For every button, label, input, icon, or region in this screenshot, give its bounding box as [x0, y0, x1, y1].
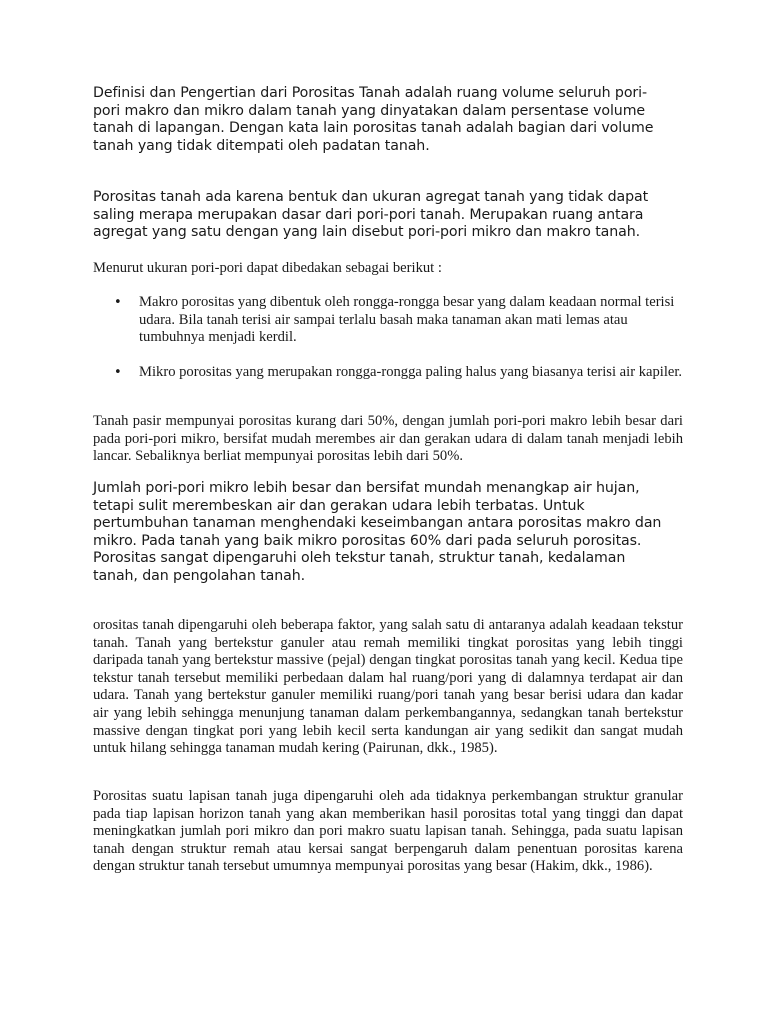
paragraph-structure-factors: Porositas suatu lapisan tanah juga dipengaruhi oleh ada tidaknya perkembangan struktur granular pada tiap lapisan horizon tanah yang akan memberikan hasil porositas total yang tinggi dan dapat meningkatkan jumlah pori mikro dan pori makro suatu lapisan tanah. Sehingga, pada suatu lapisan tanah dengan struktur remah atau kersai sangat berpengaruh dalam penentuan porositas karena dengan struktur tanah tersebut umumnya mempunyai porositas yang besar (Hakim, dkk., 1986). — [93, 788, 683, 875]
list-item-text: Makro porositas yang dibentuk oleh rongga-rongga besar yang dalam keadaan normal terisi udara. Bila tanah terisi air sampai terlalu basah maka tanaman akan mati lemas atau tumbuhnya menjadi kerdil. — [139, 294, 675, 346]
paragraph-definition: Definisi dan Pengertian dari Porositas Tanah adalah ruang volume seluruh pori-pori makro dan mikro dalam tanah yang dinyatakan dalam persentase volume tanah di lapangan. Dengan kata lain porositas tanah adalah bagian dari volume tanah yang tidak ditempati oleh padatan tanah. — [93, 85, 654, 154]
paragraph-micro-pores: Jumlah pori-pori mikro lebih besar dan bersifat mundah menangkap air hujan, tetapi sulit merembeskan air dan gerakan udara lebih terbatas. Untuk pertumbuhan tanaman menghendaki keseimbangan antara porositas makro dan mikro. Pada tanah yang baik mikro porositas 60% dari pada seluruh porositas. Porositas sangat dipengaruhi oleh tekstur tanah, struktur tanah, kedalaman tanah, dan pengolahan tanah. — [93, 480, 662, 584]
paragraph-aggregate: Porositas tanah ada karena bentuk dan ukuran agregat tanah yang tidak dapat saling merapa merupakan dasar dari pori-pori tanah. Merupakan ruang antara agregat yang satu dengan yang lain disebut pori-pori mikro dan makro tanah. — [93, 189, 649, 241]
paragraph-sand-porosity: Tanah pasir mempunyai porositas kurang dari 50%, dengan jumlah pori-pori makro lebih besar dari pada pori-pori mikro, bersifat mudah merembes air dan gerakan udara di dalam tanah menjadi lebih lancar. Sebaliknya berliat mempunyai porositas lebih dari 50%. — [93, 413, 683, 465]
paragraph-classification-intro: Menurut ukuran pori-pori dapat dibedakan sebagai berikut : — [93, 260, 442, 276]
paragraph-texture-factors: orositas tanah dipengaruhi oleh beberapa faktor, yang salah satu di antaranya adalah keadaan tekstur tanah. Tanah yang bertekstur ganuler atau remah memiliki tingkat porositas yang lebih tinggi daripada tanah yang bertekstur massive (pejal) dengan tingkat porositas tanah yang kecil. Kedua tipe tekstur tanah tersebut memiliki perbedaan dalam hal ruang/pori yang di dalamnya terdapat air dan udara. Tanah yang bertekstur ganuler memiliki ruang/pori tanah yang besar berisi udara dan kadar air yang lebih sehingga menunjung tanaman dalam perkembangannya, sedangkan tanah bertekstur massive dengan tingkat pori yang lebih kecil serta kandungan air yang sedikit dan sangat mudah untuk hilang sehingga tanaman mudah kering (Pairunan, dkk., 1985). — [93, 617, 683, 757]
bullet-icon: • — [114, 365, 122, 380]
list-item-text: Mikro porositas yang merupakan rongga-rongga paling halus yang biasanya terisi air kapiler. — [139, 364, 683, 380]
bullet-icon: • — [114, 295, 122, 310]
